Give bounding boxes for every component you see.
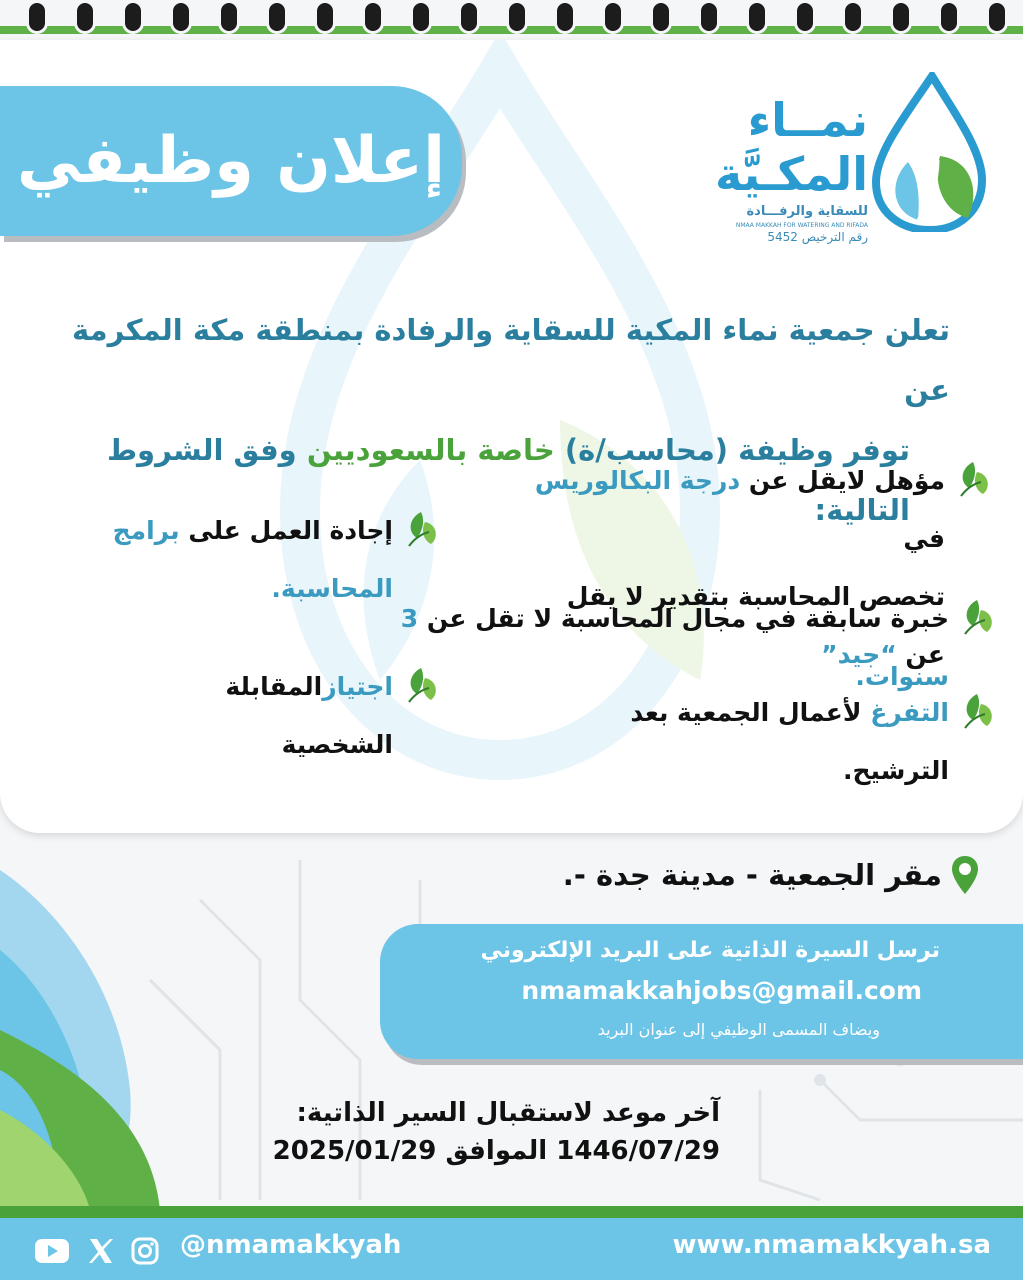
requirement-full-time-text: [525, 684, 949, 800]
req1-a: مؤهل لايقل عن: [748, 466, 945, 495]
email-instruction: ترسل السيرة الذاتية على البريد الإلكتروني: [480, 938, 940, 963]
binder-ring: [506, 0, 528, 34]
requirement-software: [19, 512, 439, 618]
req5-a: التفرغ: [870, 698, 949, 727]
req1-line2-b: “جيد”: [821, 640, 897, 669]
intro-conditions: وفق الشروط التالية:: [106, 433, 910, 527]
logo-english: NMAA MAKKAH FOR WATERING AND RIFADA: [735, 222, 868, 229]
binder-ring: [170, 0, 192, 34]
binder-ring: [698, 0, 720, 34]
footer-divider: [0, 1206, 1023, 1218]
leaf-icon: [959, 690, 995, 730]
binder-ring: [74, 0, 96, 34]
logo-subtitle: للسقاية والرفـــادة: [746, 204, 868, 219]
binder-ring: [26, 0, 48, 34]
binder-ring: [986, 0, 1008, 34]
social-handle[interactable]: @nmamakkyah: [180, 1230, 402, 1260]
binder-ring: [842, 0, 864, 34]
logo-name-line1: نمــاء: [747, 93, 868, 147]
logo: [716, 72, 986, 252]
location-text: مقر الجمعية - مدينة جدة -.: [562, 858, 942, 892]
title-banner: [0, 86, 462, 236]
intro-line1: تعلن جمعية نماء المكية للسقاية والرفادة بمنطقة مكة المكرمة عن: [72, 313, 950, 407]
x-icon[interactable]: [86, 1236, 116, 1266]
intro-saudi-only: خاصة بالسعوديين: [306, 433, 555, 467]
youtube-icon[interactable]: [34, 1236, 70, 1266]
leaf-icon: [403, 508, 439, 548]
binder-ring: [746, 0, 768, 34]
binder-ring: [890, 0, 912, 34]
requirement-interview-text: [119, 658, 393, 774]
req3-a: خبرة سابقة في مجال المحاسبة لا تقل عن: [426, 604, 949, 633]
binder-ring: [362, 0, 384, 34]
req2-a: إجادة العمل على: [188, 516, 393, 545]
requirement-full-time: [525, 694, 995, 800]
req5-b: لأعمال الجمعية بعد الترشيح.: [630, 698, 949, 785]
leaf-icon: [959, 596, 995, 636]
requirement-interview: [119, 668, 439, 774]
location-pin-icon: [950, 854, 980, 896]
instagram-icon[interactable]: [130, 1236, 160, 1266]
leaf-icon: [403, 664, 439, 704]
email-address[interactable]: nmamakkahjobs@gmail.com: [521, 976, 922, 1005]
corner-decoration: [0, 830, 200, 1210]
binder-ring: [458, 0, 480, 34]
footer: [0, 1218, 1023, 1280]
req1-c: في: [903, 524, 945, 553]
water-drop-icon: [868, 72, 986, 232]
binder-ring: [602, 0, 624, 34]
binder-ring: [266, 0, 288, 34]
website-link[interactable]: www.nmamakkyah.sa: [672, 1230, 991, 1260]
req2-b: برامج المحاسبة.: [112, 516, 393, 603]
email-subject-note: ويضاف المسمى الوظيفي إلى عنوان البريد: [597, 1020, 880, 1039]
binder-ring: [938, 0, 960, 34]
binder-ring: [650, 0, 672, 34]
binder-top: [0, 0, 1023, 40]
deadline-date: 1446/07/29 الموافق 2025/01/29: [272, 1136, 720, 1166]
page-title: إعلان وظيفي: [16, 124, 446, 198]
leaf-icon: [955, 458, 991, 498]
binder-ring: [410, 0, 432, 34]
req1-line2-a: تخصص المحاسبة بتقدير لا يقل عن: [566, 582, 945, 669]
req3-b: 3 سنوات.: [400, 604, 949, 691]
email-box: [380, 924, 1023, 1059]
deadline: [270, 1094, 720, 1170]
req4-a: اجتياز: [322, 672, 393, 701]
binder-ring: [314, 0, 336, 34]
location: [560, 854, 980, 896]
intro-job-title: توفر وظيفة (محاسب/ة): [564, 433, 910, 467]
req1-b: درجة البكالوريس: [534, 466, 741, 495]
req4-b: المقابلة الشخصية: [225, 672, 393, 759]
logo-license: رقم الترخيص 5452: [767, 230, 868, 244]
logo-name-line2: المكـيَّة: [714, 147, 868, 201]
requirement-software-text: [19, 502, 393, 618]
binder-ring: [218, 0, 240, 34]
deadline-label: آخر موعد لاستقبال السير الذاتية:: [296, 1098, 720, 1128]
binder-ring: [554, 0, 576, 34]
binder-ring: [122, 0, 144, 34]
binder-ring: [794, 0, 816, 34]
